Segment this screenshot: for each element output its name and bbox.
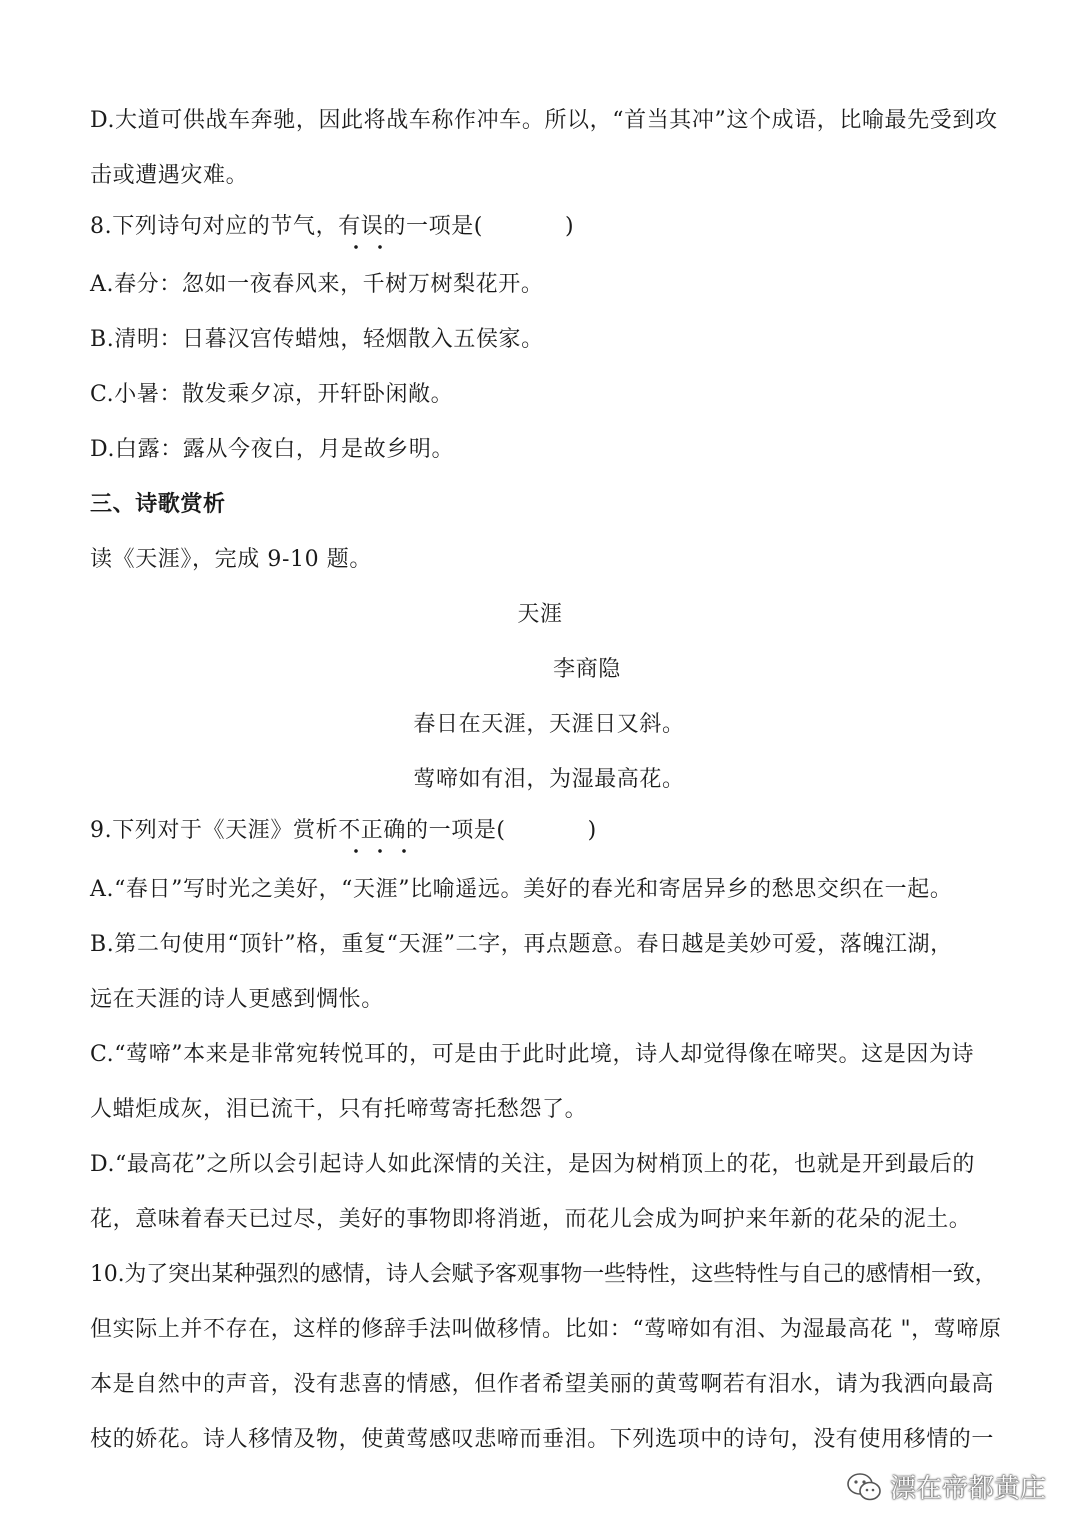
watermark	[846, 1468, 1046, 1505]
watermark-text: 漂在帝都黄庄	[889, 1474, 1046, 1504]
poem-line-1: 春日在天涯，天涯日又斜。	[413, 712, 685, 737]
question-9-stem-start: 9.下列对于《天涯》赏析	[90, 818, 339, 843]
question-10-line-1: 10.为了突出某种强烈的感情，诗人会赋予客观事物一些特性，这些特性与自己的感情相一致，	[90, 1262, 997, 1287]
question-8-stem-start: 8.下列诗句对应的节气，	[90, 214, 339, 239]
wechat-icon	[846, 1472, 882, 1502]
question-8-option-d: D.白露：露从今夜白，月是故乡明。	[90, 437, 455, 462]
question-9-emphasis: 不正确	[338, 816, 406, 846]
question-9-close-paren: )	[587, 818, 597, 843]
question-8-option-a: A.春分：忽如一夜春风来，千树万树梨花开。	[90, 272, 544, 297]
question-9-option-b-line-1: B.第二句使用“顶针”格，重复“天涯”二字，再点题意。春日越是美妙可爱，落魄江湖，	[90, 932, 953, 957]
question-9-option-b-line-2: 远在天涯的诗人更感到惆怅。	[90, 987, 384, 1012]
question-9-option-d-line-2: 花，意味着春天已过尽，美好的事物即将消逝，而花儿会成为呵护来年新的花朵的泥土。	[90, 1207, 972, 1232]
question-8-stem	[90, 212, 574, 242]
question-9-option-d-line-1: D.“最高花”之所以会引起诗人如此深情的关注，是因为树梢顶上的花，也就是开到最后的	[90, 1152, 975, 1177]
question-8-option-c: C.小暑：散发乘夕凉，开轩卧闲敞。	[90, 382, 454, 407]
question-10-line-3: 本是自然中的声音，没有悲喜的情感，但作者希望美丽的黄莺啊若有泪水，请为我洒向最高	[90, 1372, 995, 1397]
reading-intro: 读《天涯》，完成 9-10 题。	[90, 547, 373, 572]
question-8-stem-end: 的一项是(	[383, 214, 483, 239]
section-heading: 三、诗歌赏析	[90, 492, 226, 517]
question-8-close-paren: )	[565, 214, 575, 239]
question-8-option-b: B.清明：日暮汉宫传蜡烛，轻烟散入五侯家。	[90, 327, 544, 352]
q7-option-d-line-2: 击或遭遇灾难。	[90, 163, 249, 188]
poem-author: 李商隐	[553, 657, 621, 682]
q7-option-d-line-1: D.大道可供战车奔驰，因此将战车称作冲车。所以，“首当其冲”这个成语，比喻最先受到攻	[90, 108, 998, 133]
poem-title: 天涯	[517, 602, 563, 627]
question-9-stem	[90, 816, 597, 846]
poem-line-2: 莺啼如有泪，为湿最高花。	[413, 767, 685, 792]
question-9-option-c-line-1: C.“莺啼”本来是非常宛转悦耳的，可是由于此时此境，诗人却觉得像在啼哭。这是因为诗	[90, 1042, 975, 1067]
question-9-stem-end: 的一项是(	[406, 818, 506, 843]
question-10-line-2: 但实际上并不存在，这样的修辞手法叫做移情。比如：“莺啼如有泪、为湿最高花 "，莺啼原	[90, 1317, 1002, 1342]
question-10-line-4: 枝的娇花。诗人移情及物，使黄莺感叹悲啼而垂泪。下列选项中的诗句，没有使用移情的一	[90, 1427, 995, 1452]
question-9-option-c-line-2: 人蜡炬成灰，泪已流干，只有托啼莺寄托愁怨了。	[90, 1097, 588, 1122]
question-8-emphasis: 有误	[338, 212, 383, 242]
question-9-option-a: A.“春日”写时光之美好，“天涯”比喻遥远。美好的春光和寄居异乡的愁思交织在一起。	[90, 877, 953, 902]
